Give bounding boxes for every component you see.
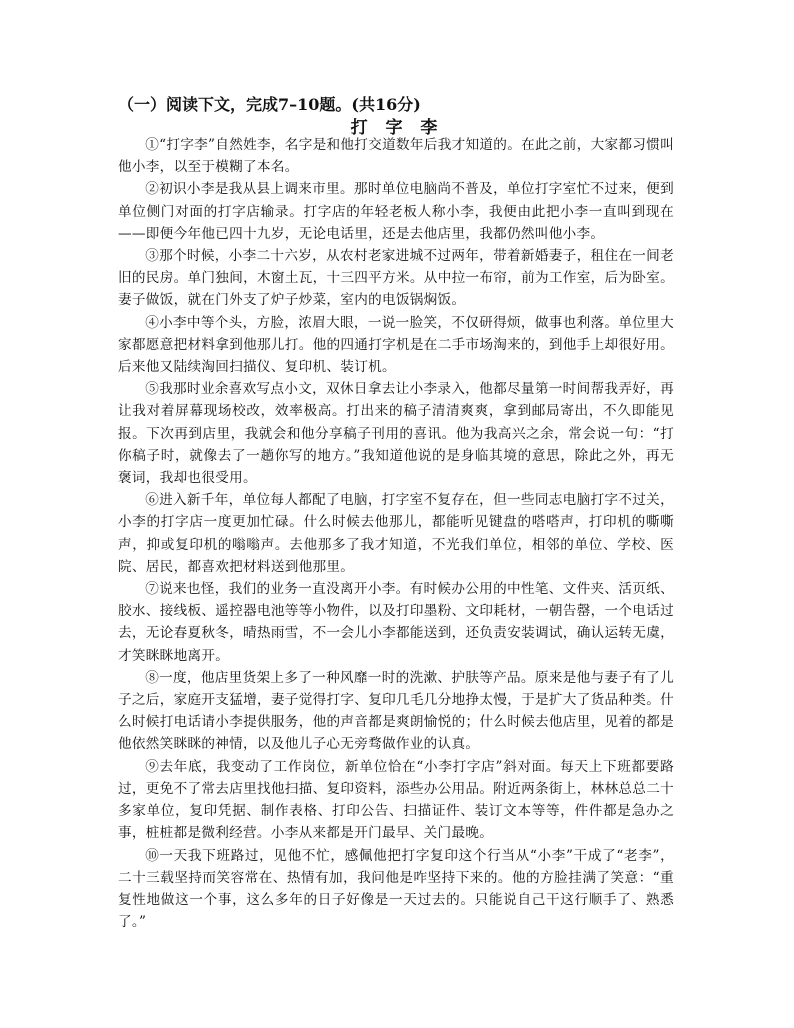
paragraph-7: ⑦说来也怪，我们的业务一直没离开小李。有时候办公用的中性笔、文件夹、活页纸、胶水、接线板、遥控器电池等等小物件，以及打印墨粉、文印耗材，一朝告罄，一个电话过去，无论春夏秋冬，晴热雨雪，不一会儿小李都能送到，还负责安装调试，确认运转无虞，才笑眯眯地离开。 [118, 581, 674, 664]
paragraph-5: ⑤我那时业余喜欢写点小文，双休日拿去让小李录入，他都尽量第一时间帮我弄好，再让我对着屏幕现场校改，效率极高。打出来的稿子清清爽爽，拿到邮局寄出，不久即能见报。下次再到店里，我就会和他分享稿子刊用的喜讯。他为我高兴之余，常会说一句：“打你稿子时，就像去了一趟你写的地方。”我知道他说的是身临其境的意思，除此之外，再无褒词，我却也很受用。 [118, 381, 674, 487]
paragraph-6: ⑥进入新千年，单位每人都配了电脑，打字室不复存在，但一些同志电脑打字不过关，小李的打字店一度更加忙碌。什么时候去他那儿，都能听见键盘的嗒嗒声，打印机的嘶嘶声，抑或复印机的嗡嗡声。去他那多了我才知道，不光我们单位，相邻的单位、学校、医院、居民，都喜欢把材料送到他那里。 [118, 492, 674, 575]
paragraph-4: ④小李中等个头，方脸，浓眉大眼，一说一脸笑，不仅研得烦，做事也利落。单位里大家都愿意把材料拿到他那儿打。他的四通打字机是在二手市场淘来的，到他手上却很好用。后来他又陆续淘回扫描仪、复印机、装订机。 [118, 314, 674, 376]
paragraph-3: ③那个时候，小李二十六岁，从农村老家进城不过两年，带着新婚妻子，租住在一间老旧的民房。单门独间，木窗土瓦，十三四平方米。从中拉一布帘，前为工作室，后为卧室。妻子做饭，就在门外支了炉子炒菜，室内的电饭锅焖饭。 [118, 248, 674, 309]
paragraph-8: ⑧一度，他店里货架上多了一种风靡一时的洗漱、护肤等产品。原来是他与妻子有了儿子之后，家庭开支猛增，妻子觉得打字、复印几毛几分地挣太慢，于是扩大了货品种类。什么时候打电话请小李提供服务，他的声音都是爽朗愉悦的；什么时候去他店里，见着的都是他依然笑眯眯的神情，以及他儿子心无旁骛做作业的认真。 [118, 669, 674, 753]
paragraph-9: ⑨去年底，我变动了工作岗位，新单位恰在“小李打字店”斜对面。每天上下班都要路过，更免不了常去店里找他扫描、复印资料，添些办公用品。附近两条街上，林林总总二十多家单位，复印凭据、制作表格、打印公告、扫描证件、装订文本等等，件件都是急办之事，桩桩都是微利经营。小李从来都是开门最早、关门最晚。 [118, 758, 674, 842]
paragraph-1: ①“打字李”自然姓李，名字是和他打交道数年后我才知道的。在此之前，大家都习惯叫他小李，以至于模糊了本名。 [118, 137, 674, 176]
paragraph-10: ⑩一天我下班路过，见他不忙，感佩他把打字复印这个行当从“小李”干成了“老李”，二十三载坚持而笑容常在、热情有加，我问他是咋坚持下来的。他的方脸挂满了笑意：“重复性地做这一个事，这么多年的日子好像是一天过去的。只能说自己干这行顺手了、熟悉了。” [118, 847, 674, 931]
section-heading: （一）阅读下文，完成7–10题。(共16分) [118, 95, 421, 114]
article-title: 打 字 李 [350, 118, 444, 138]
article-body [118, 134, 674, 933]
paragraph-2: ②初识小李是我从县上调来市里。那时单位电脑尚不普及，单位打字室忙不过来，便到单位侧门对面的打字店输录。打字店的年轻老板人称小李，我便由此把小李一直叫到现在——即便今年他已四十九岁，无论电话里，还是去他店里，我都仍然叫他小李。 [118, 181, 674, 242]
